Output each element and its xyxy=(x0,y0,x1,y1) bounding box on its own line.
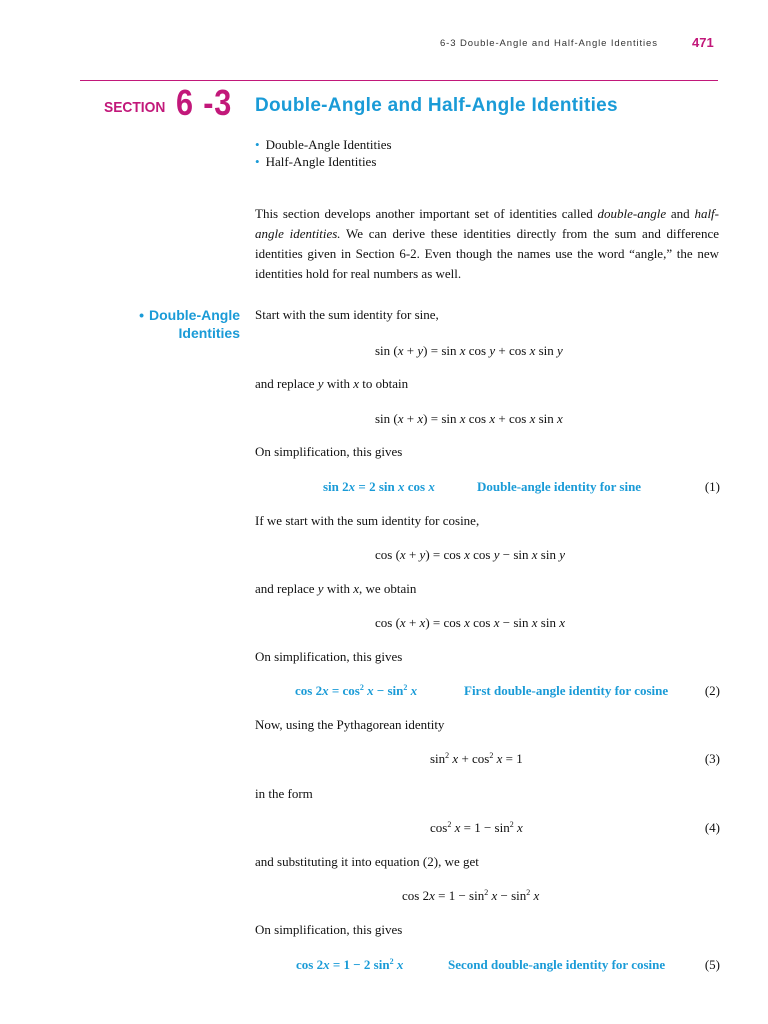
equation-5-label: Second double-angle identity for cosine xyxy=(448,957,666,972)
equation-1: sin 2x = 2 sin x cos x xyxy=(323,479,435,494)
equation-2: $\cos 2x = \cos^2 x - \sin^2 x$ xyxy=(295,683,418,698)
equation-number: (1) xyxy=(704,479,720,494)
body-text: and replace y with x to obtain xyxy=(255,376,409,391)
body-text: On simplification, this gives xyxy=(255,922,403,937)
body-text: On simplification, this gives xyxy=(255,444,403,459)
body-text: Now, using the Pythagorean identity xyxy=(255,717,445,732)
equation-number: (5) xyxy=(704,957,720,972)
section-label: SECTION xyxy=(104,99,166,116)
intro-paragraph: This section develops another important set of identities called double-angle and half-angle identities. We can derive these identities directly from the sum and difference identities given in Section 6-2. Even though the names use the word “angle,” the new identities hold for real numbers as well. xyxy=(255,206,719,281)
equation-number: (3) xyxy=(704,751,720,766)
equation-2-label: First double-angle identity for cosine xyxy=(464,683,669,698)
equation-3: $\sin^2 x + \cos^2 x = 1$ xyxy=(430,751,523,766)
bullet-icon: • xyxy=(255,154,260,169)
section-contents xyxy=(255,136,392,170)
equation-1-label: Double-angle identity for sine xyxy=(477,479,642,494)
body-text: and substituting it into equation (2), we get xyxy=(255,854,479,869)
equation-sum-cosine: cos (x + y) = cos x cos y − sin x sin y xyxy=(375,547,565,562)
equation-sum-sine: sin (x + y) = sin x cos y + cos x sin y xyxy=(375,343,563,358)
body-text: Start with the sum identity for sine, xyxy=(255,307,439,322)
body-text: in the form xyxy=(255,786,313,801)
header-rule xyxy=(80,80,718,81)
running-head: 6-3 Double-Angle and Half-Angle Identities xyxy=(440,38,658,49)
bullet-icon: • xyxy=(139,307,144,323)
side-heading: • Double-Angle Identities xyxy=(139,307,240,341)
section-title: Double-Angle and Half-Angle Identities xyxy=(255,95,618,116)
equation-substituted-cosine: cos (x + x) = cos x cos x − sin x sin x xyxy=(375,615,565,630)
equation-4: $\cos^2 x = 1 - \sin^2 x$ xyxy=(430,820,523,835)
equation-substituted-sine: sin (x + x) = sin x cos x + cos x sin x xyxy=(375,411,563,426)
body-text: and replace y with x, we obtain xyxy=(255,581,417,596)
equation-substituted-cosine-2: $\cos 2x = 1 - \sin^2 x - \sin^2 x$ xyxy=(402,888,540,903)
body-text: On simplification, this gives xyxy=(255,649,403,664)
equation-number: (4) xyxy=(704,820,720,835)
equation-5: cos 2x = 1 − 2 $\sin^2 x$ xyxy=(296,957,404,972)
page-number: 471 xyxy=(692,35,714,50)
toc-item: • Double-Angle Identities xyxy=(255,137,392,152)
toc-item: • Half-Angle Identities xyxy=(255,154,377,169)
section-number: 6 -3 xyxy=(176,82,233,123)
body-text: If we start with the sum identity for cosine, xyxy=(255,513,480,528)
equation-number: (2) xyxy=(704,683,720,698)
bullet-icon: • xyxy=(255,137,260,152)
